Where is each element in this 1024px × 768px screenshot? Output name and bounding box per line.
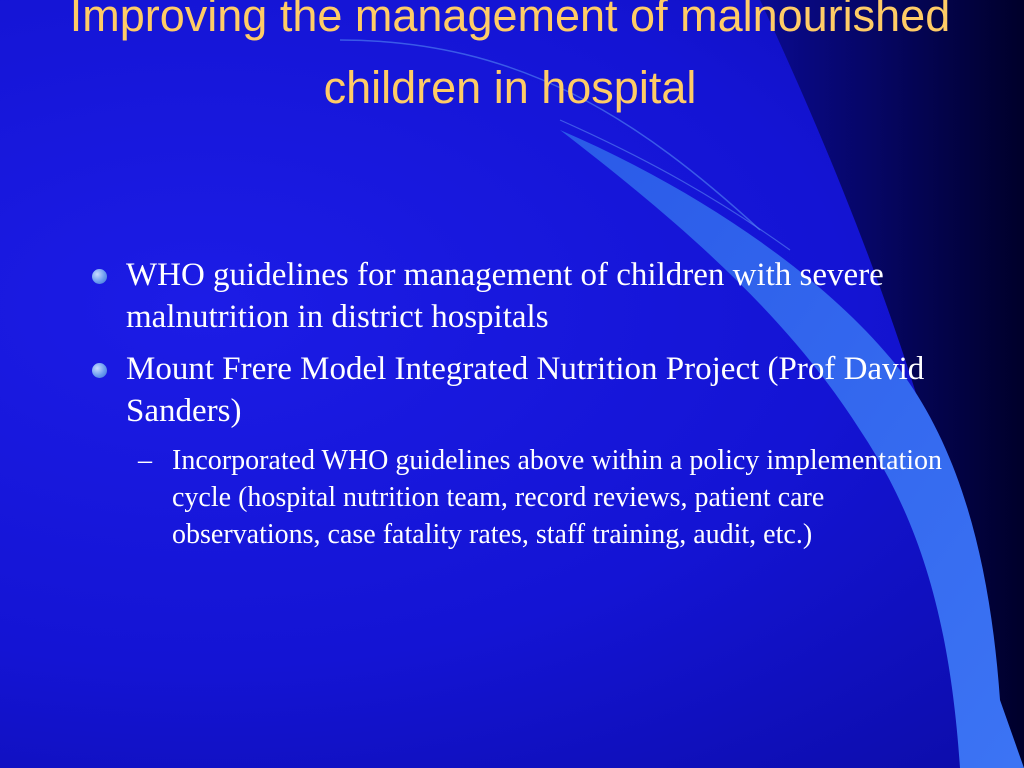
bullet-dot-icon: [92, 269, 107, 284]
slide-title: Improving the management of malnourished children in hospital: [69, 0, 951, 113]
bullet-text: Mount Frere Model Integrated Nutrition Project (Prof David Sanders): [126, 351, 925, 429]
swoosh-line-2: [560, 120, 790, 250]
dash-marker: –: [138, 445, 152, 476]
bullet-text: WHO guidelines for management of children with severe malnutrition in district hospitals: [126, 257, 884, 335]
sub-bullet-text: Incorporated WHO guidelines above within a policy implementation cycle (hospital nutrition team, record reviews, patient care observations, case fatality rates, staff training, audit, etc.): [172, 445, 943, 550]
bullet-list: [88, 254, 948, 553]
bullet-item: [88, 254, 948, 338]
bullet-item: [88, 348, 948, 432]
sub-bullet-item: [88, 442, 948, 553]
bullet-dot-icon: [92, 363, 107, 378]
